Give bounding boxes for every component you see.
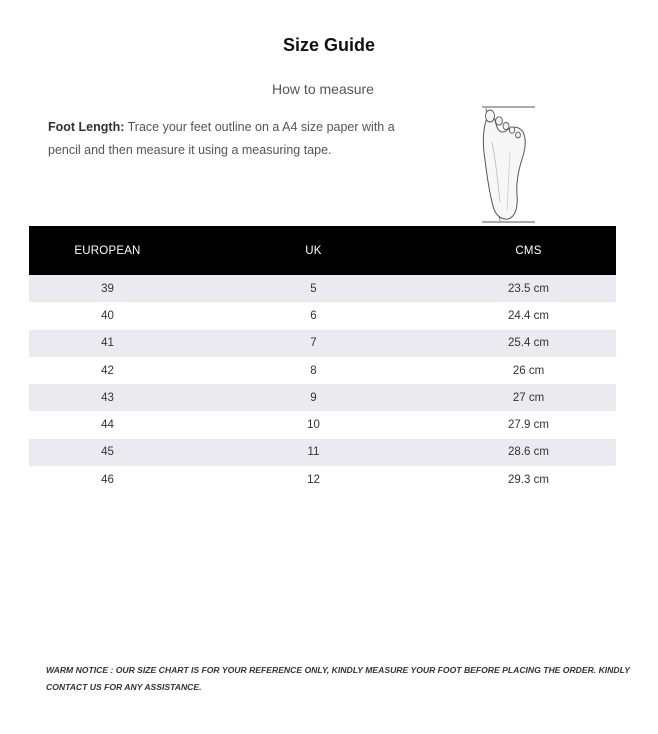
foot-measure-icon	[462, 102, 542, 226]
size-chart-table	[29, 226, 616, 493]
page-title: Size Guide	[282, 35, 376, 55]
uk-size-cell: 11	[186, 439, 441, 466]
column-header-european: EUROPEAN	[29, 226, 186, 275]
european-size-cell: 45	[29, 439, 186, 466]
uk-size-cell: 12	[307, 473, 320, 486]
european-size-cell: 46	[101, 473, 114, 486]
table-row	[29, 357, 616, 384]
european-size-cell: 40	[101, 309, 114, 322]
how-to-measure-heading: How to measure	[272, 81, 374, 97]
foot-length-text: Trace your feet outline on a A4 size paper with a pencil and then measure it using a measuring tape.	[48, 120, 395, 157]
european-size-cell: 39	[29, 275, 186, 302]
uk-size-cell: 9	[186, 384, 441, 411]
uk-size-cell: 8	[310, 364, 317, 377]
cm-size-cell: 23.5 cm	[441, 275, 616, 302]
cm-size-cell: 24.4 cm	[508, 309, 549, 322]
uk-size-cell: 6	[310, 309, 317, 322]
cm-size-cell: 26 cm	[512, 364, 545, 377]
cm-size-cell: 27 cm	[441, 384, 616, 411]
european-size-cell: 44	[101, 419, 114, 432]
european-size-cell: 41	[29, 330, 186, 357]
table-row	[29, 302, 616, 329]
european-size-cell: 43	[29, 384, 186, 411]
column-header-cms: CMS	[441, 226, 616, 275]
foot-length-instructions	[48, 116, 428, 162]
cm-size-cell: 27.9 cm	[508, 419, 549, 432]
table-row	[29, 439, 616, 466]
uk-size-cell: 10	[307, 419, 320, 432]
cm-size-cell: 28.6 cm	[441, 439, 616, 466]
table-row	[29, 466, 616, 493]
table-row	[29, 384, 616, 411]
table-row	[29, 330, 616, 357]
foot-length-label: Foot Length:	[48, 120, 125, 134]
uk-size-cell: 5	[186, 275, 441, 302]
uk-size-cell: 7	[186, 330, 441, 357]
european-size-cell: 42	[101, 364, 114, 377]
cm-size-cell: 29.3 cm	[508, 473, 549, 486]
table-row	[29, 275, 616, 302]
column-header-uk: UK	[186, 226, 441, 275]
cm-size-cell: 25.4 cm	[441, 330, 616, 357]
warm-notice: WARM NOTICE : OUR SIZE CHART IS FOR YOUR REFERENCE ONLY, KINDLY MEASURE YOUR FOOT BEFORE PLACING THE ORDER. KINDLY CONTACT US FOR ANY ASSISTANCE.	[46, 665, 630, 692]
table-header-row	[29, 226, 616, 275]
table-row	[29, 411, 616, 438]
